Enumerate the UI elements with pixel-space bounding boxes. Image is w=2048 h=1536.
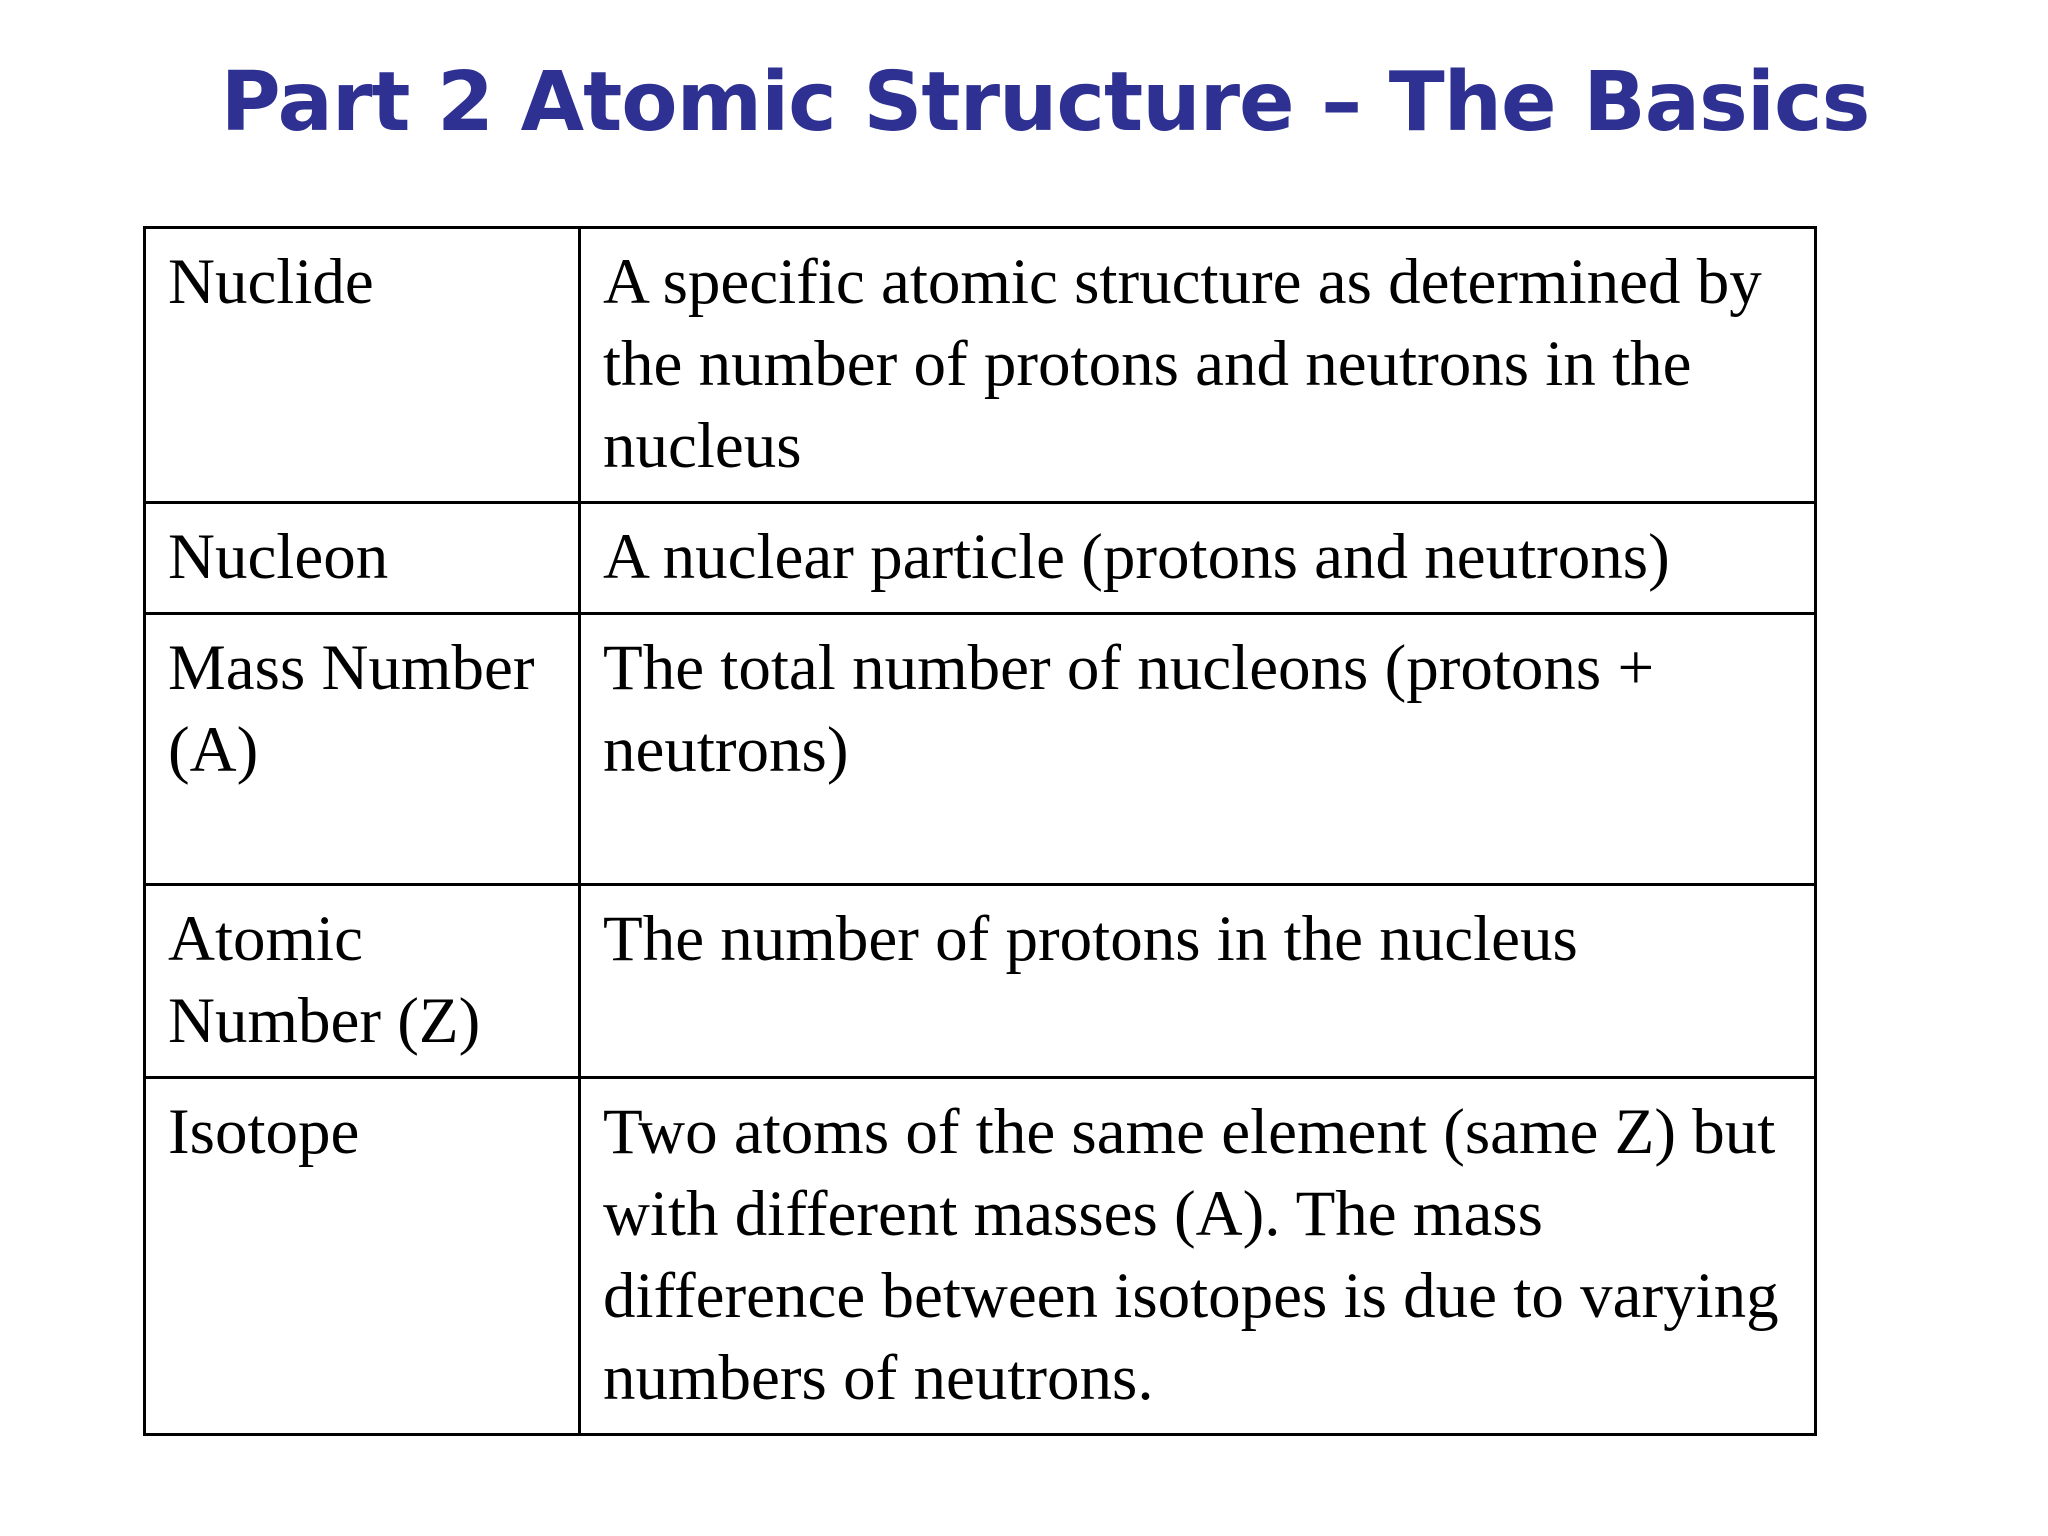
definition-cell: A nuclear particle (protons and neutrons)	[580, 503, 1816, 614]
slide-title: Part 2 Atomic Structure – The Basics	[220, 55, 1870, 150]
term-cell: Nucleon	[145, 503, 580, 614]
definitions-table	[143, 226, 1817, 1436]
definition-cell: The number of protons in the nucleus	[580, 885, 1816, 1078]
table-row	[145, 885, 1816, 1078]
table-row	[145, 503, 1816, 614]
term-cell: Nuclide	[145, 228, 580, 503]
term-cell: Isotope	[145, 1078, 580, 1435]
definition-cell: Two atoms of the same element (same Z) but with different masses (A). The mass difference between isotopes is due to varying numbers of neutrons.	[580, 1078, 1816, 1435]
table-row	[145, 228, 1816, 503]
term-cell: Mass Number (A)	[145, 614, 580, 885]
term-cell: Atomic Number (Z)	[145, 885, 580, 1078]
table-row	[145, 614, 1816, 885]
definition-cell: A specific atomic structure as determined by the number of protons and neutrons in the nucleus	[580, 228, 1816, 503]
table-row	[145, 1078, 1816, 1435]
definition-cell: The total number of nucleons (protons + neutrons)	[580, 614, 1816, 885]
